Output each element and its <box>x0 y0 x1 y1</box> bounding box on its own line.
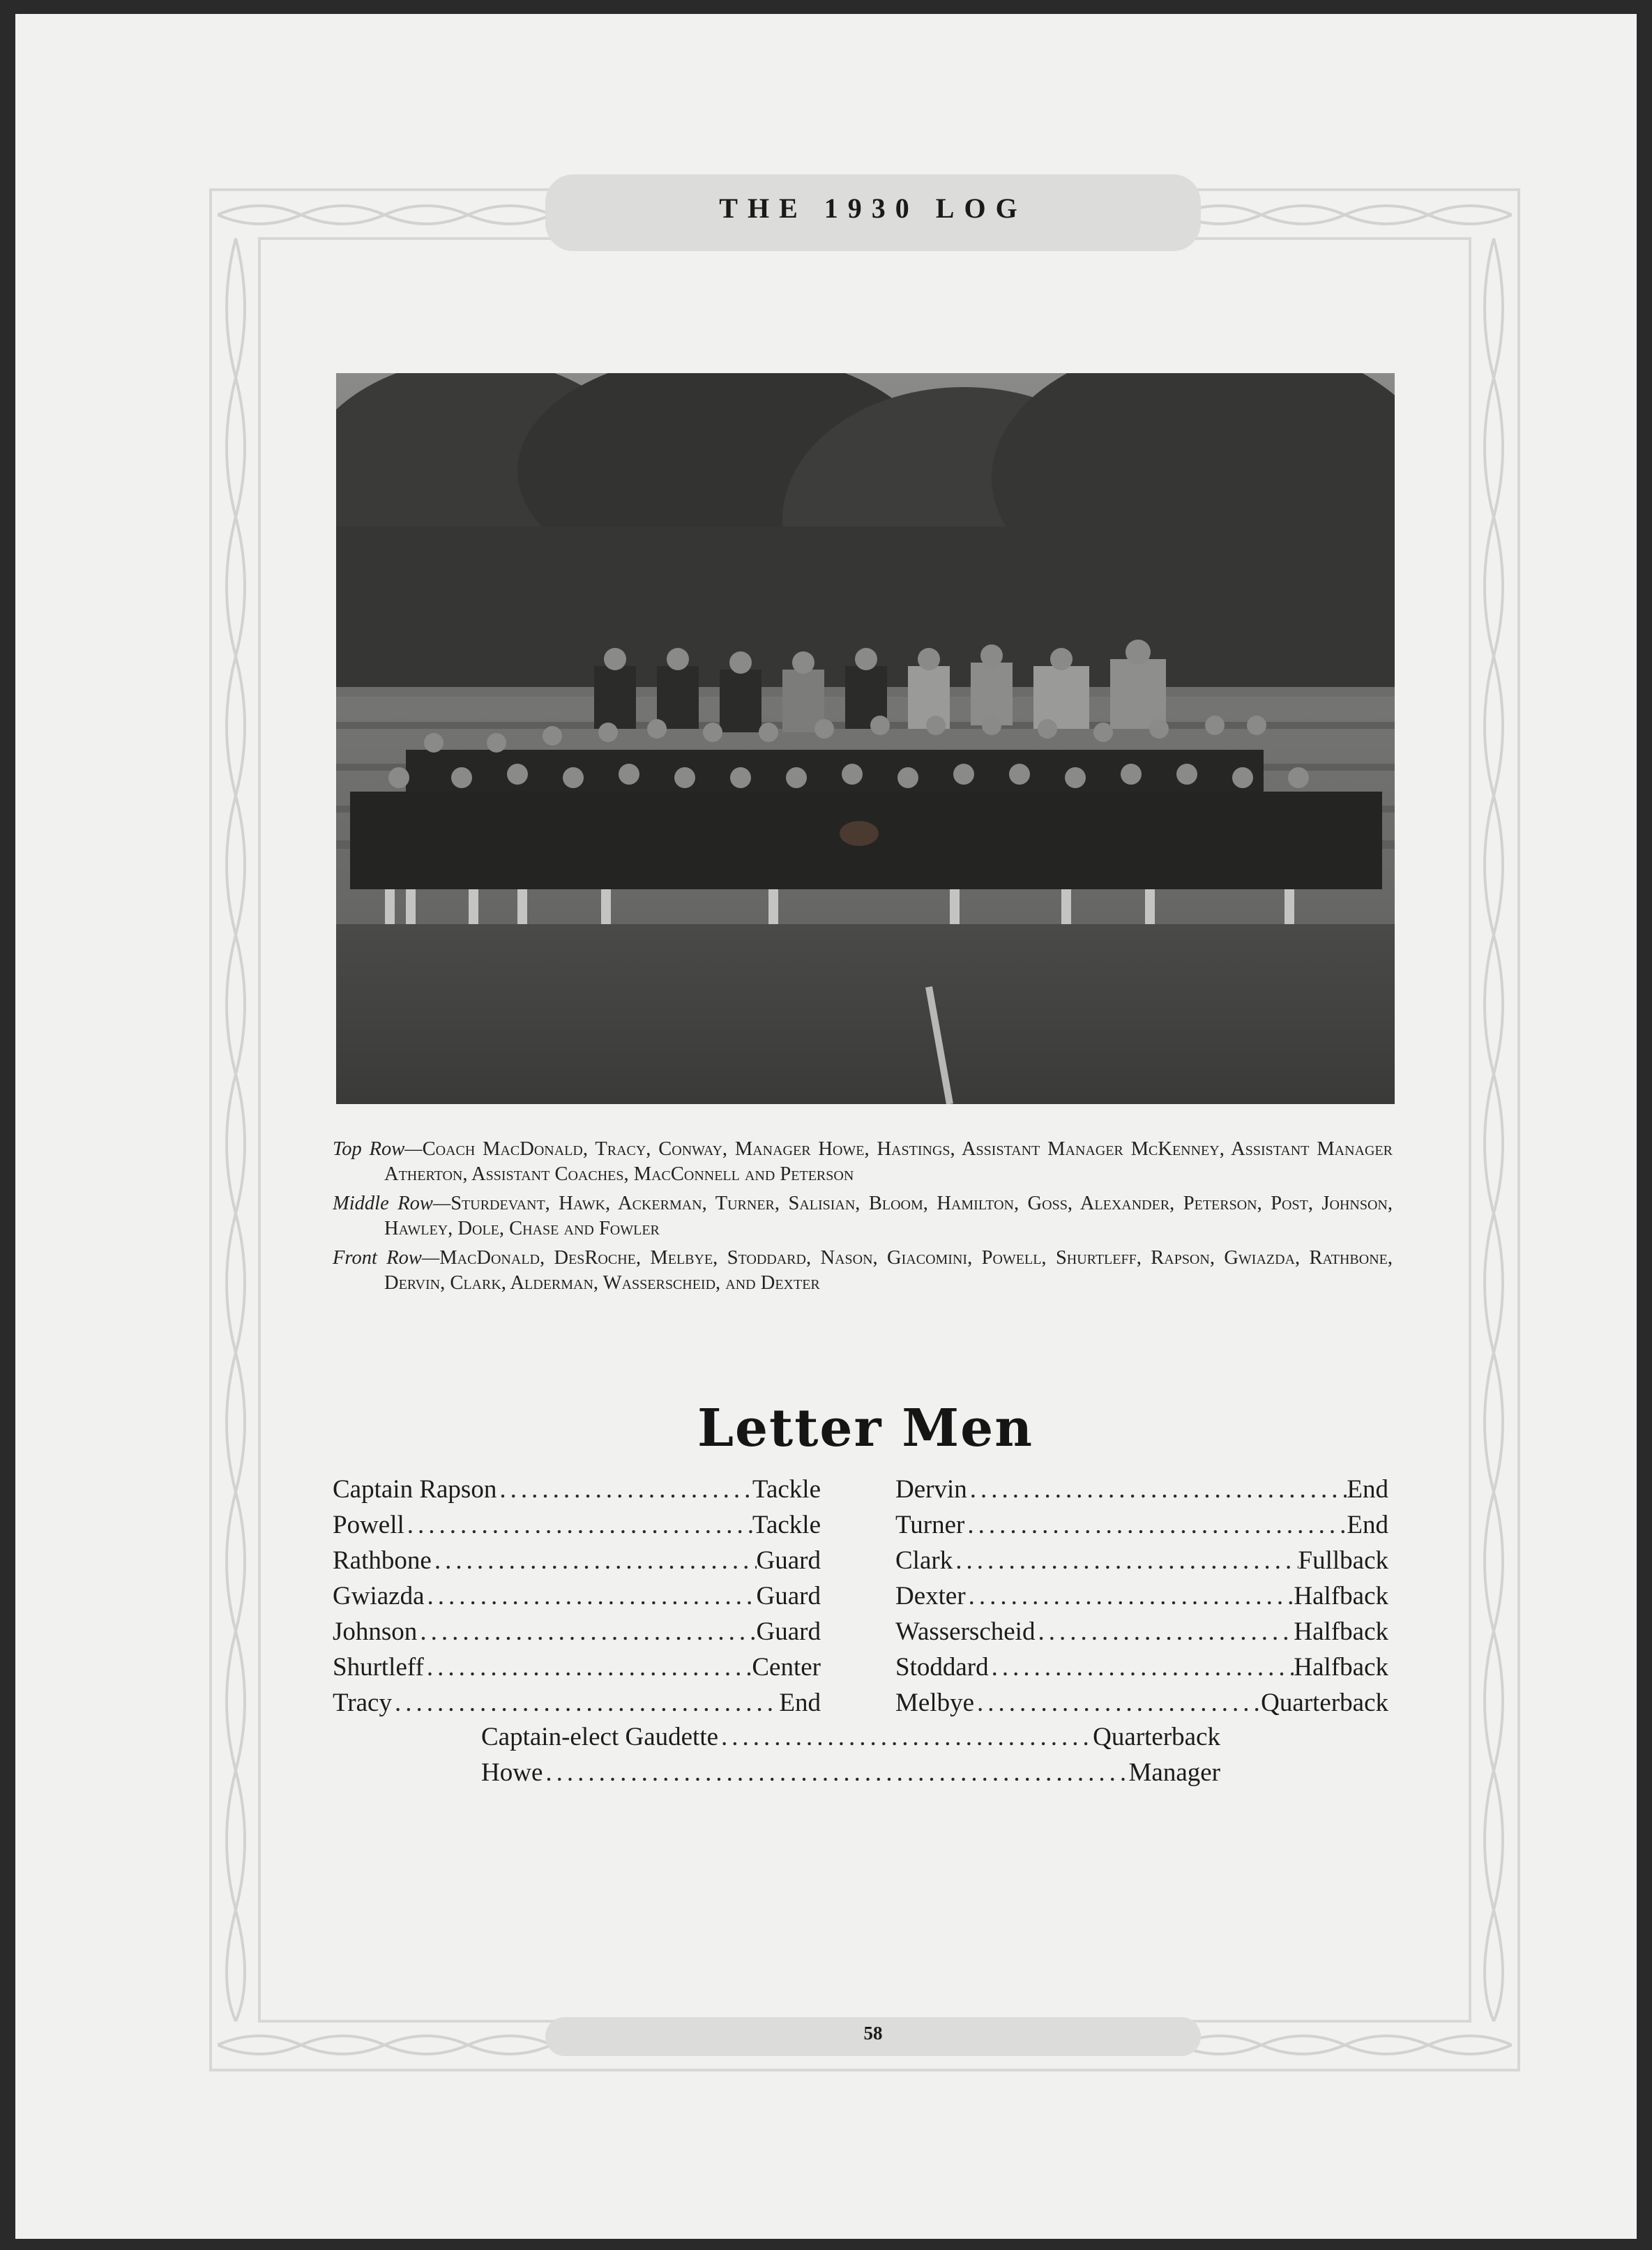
dot-leader <box>424 1649 752 1685</box>
roster-row <box>333 1507 821 1543</box>
roster-row <box>895 1472 1388 1507</box>
dot-leader <box>404 1507 752 1543</box>
player-name: Howe <box>481 1758 543 1787</box>
team-photo-icon <box>336 373 1395 1104</box>
roster-row <box>333 1685 821 1721</box>
roster-row <box>895 1685 1388 1721</box>
player-name: Stoddard <box>895 1653 989 1682</box>
roster-row <box>895 1578 1388 1614</box>
player-name: Tracy <box>333 1689 392 1717</box>
dot-leader <box>425 1578 757 1614</box>
roster-row <box>895 1543 1388 1578</box>
dot-leader <box>953 1543 1298 1578</box>
page-title: THE 1930 LOG <box>719 192 1027 224</box>
player-name: Captain Rapson <box>333 1475 497 1504</box>
player-name: Johnson <box>333 1617 418 1646</box>
player-position: Halfback <box>1294 1617 1388 1646</box>
dot-leader <box>964 1507 1347 1543</box>
player-position: Tackle <box>752 1511 821 1539</box>
roster-row <box>481 1755 1220 1790</box>
caption-label: Middle Row— <box>333 1193 451 1214</box>
roster-row <box>481 1719 1220 1755</box>
caption-text: Coach MacDonald, Tracy, Conway, Manager Howe, Hastings, Assistant Manager McKenney, Assistant Manager Atherton, Assistant Coaches, MacConnell and Peterson <box>384 1138 1393 1185</box>
caption-label: Front Row— <box>333 1247 440 1269</box>
player-name: Shurtleff <box>333 1653 424 1682</box>
roster-row <box>333 1649 821 1685</box>
player-position: Manager <box>1128 1758 1220 1787</box>
player-name: Captain-elect Gaudette <box>481 1723 719 1751</box>
dot-leader <box>974 1685 1261 1721</box>
team-photo <box>336 373 1395 1104</box>
player-name: Dervin <box>895 1475 967 1504</box>
player-name: Powell <box>333 1511 404 1539</box>
roster-row <box>895 1649 1388 1685</box>
player-name: Clark <box>895 1546 953 1575</box>
player-position: Halfback <box>1294 1653 1388 1682</box>
dot-leader <box>989 1649 1294 1685</box>
player-name: Rathbone <box>333 1546 432 1575</box>
photo-captions <box>333 1137 1393 1300</box>
dot-leader <box>966 1578 1294 1614</box>
roster-right-column <box>895 1472 1388 1721</box>
caption-label: Top Row— <box>333 1138 423 1160</box>
player-position: Halfback <box>1294 1582 1388 1610</box>
player-position: Guard <box>756 1582 821 1610</box>
player-name: Wasserscheid <box>895 1617 1036 1646</box>
dot-leader <box>543 1755 1128 1790</box>
roster-row <box>333 1543 821 1578</box>
dot-leader <box>432 1543 757 1578</box>
dot-leader <box>497 1472 752 1507</box>
dot-leader <box>392 1685 779 1721</box>
dot-leader <box>417 1614 756 1649</box>
roster-row <box>333 1614 821 1649</box>
ornament-right <box>1476 197 1512 2063</box>
page <box>15 14 1637 2239</box>
player-name: Gwiazda <box>333 1582 425 1610</box>
page-number: 58 <box>863 2023 883 2044</box>
player-position: End <box>1347 1475 1388 1504</box>
roster-center-column <box>481 1719 1220 1790</box>
player-position: Quarterback <box>1261 1689 1388 1717</box>
player-position: Quarterback <box>1093 1723 1220 1751</box>
caption-text: Sturdevant, Hawk, Ackerman, Turner, Salisian, Bloom, Hamilton, Goss, Alexander, Peterson, Post, Johnson, Hawley, Dole, Chase and Fowler <box>384 1193 1393 1239</box>
player-position: Fullback <box>1298 1546 1388 1575</box>
roster-row <box>895 1507 1388 1543</box>
player-position: Center <box>752 1653 821 1682</box>
roster-row <box>895 1614 1388 1649</box>
caption-middle-row <box>333 1191 1393 1241</box>
player-position: Tackle <box>752 1475 821 1504</box>
player-position: Guard <box>756 1546 821 1575</box>
caption-text: MacDonald, DesRoche, Melbye, Stoddard, Nason, Giacomini, Powell, Shurtleff, Rapson, Gwiazda, Rathbone, Dervin, Clark, Alderman, Wasserscheid, and Dexter <box>384 1247 1393 1294</box>
caption-front-row <box>333 1246 1393 1296</box>
player-name: Turner <box>895 1511 965 1539</box>
dot-leader <box>967 1472 1347 1507</box>
roster-left-column <box>333 1472 821 1721</box>
player-name: Dexter <box>895 1582 966 1610</box>
section-heading: Letter Men <box>697 1398 1034 1458</box>
roster-row <box>333 1578 821 1614</box>
player-position: Guard <box>756 1617 821 1646</box>
caption-top-row <box>333 1137 1393 1187</box>
player-name: Melbye <box>895 1689 975 1717</box>
player-position: End <box>1347 1511 1388 1539</box>
ornament-left <box>218 197 254 2063</box>
player-position: End <box>779 1689 821 1717</box>
roster-row <box>333 1472 821 1507</box>
dot-leader <box>718 1719 1093 1755</box>
dot-leader <box>1035 1614 1294 1649</box>
